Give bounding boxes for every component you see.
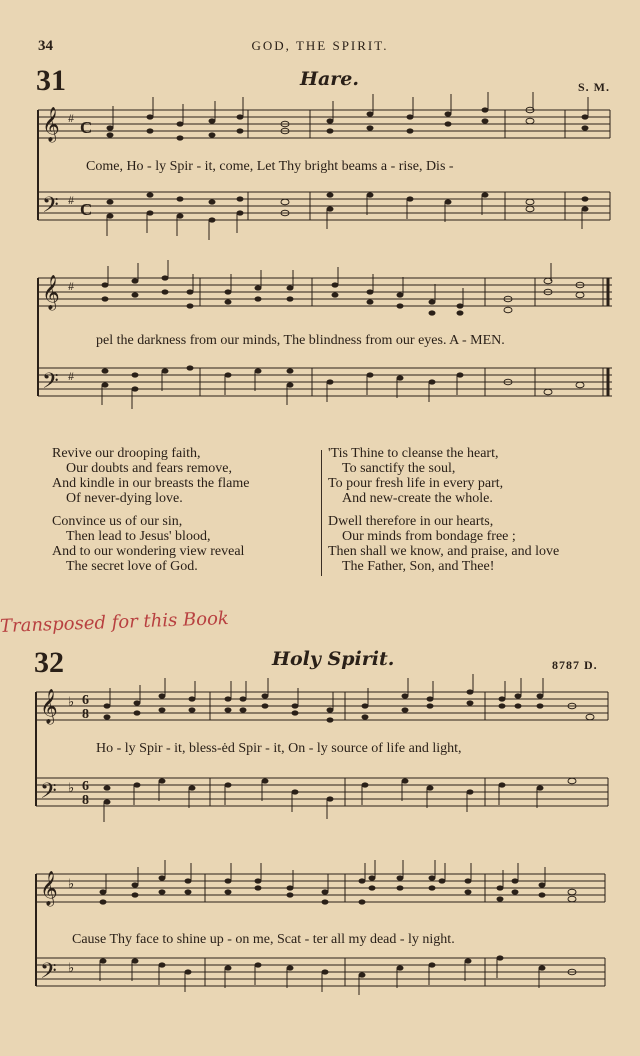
- svg-text:8: 8: [82, 707, 89, 722]
- svg-text:𝄢: 𝄢: [42, 369, 59, 399]
- page-header: [0, 38, 640, 60]
- hymn-32-tune-name: Holy Spirit.: [272, 648, 395, 670]
- running-title: GOD, THE SPIRIT.: [251, 38, 389, 53]
- page-number: 34: [38, 38, 53, 54]
- svg-text:𝄞: 𝄞: [40, 689, 58, 724]
- svg-text:C: C: [80, 118, 93, 137]
- verse-divider: [321, 450, 322, 576]
- hymn-32-number: 32: [34, 646, 64, 679]
- hymn-32-lyrics-line-2: Cause Thy face to shine up - on me, Scat - ter all my dead - ly night.: [72, 932, 455, 947]
- hymn-31-verses-right: [328, 446, 559, 582]
- verse-line: The secret love of God.: [66, 559, 198, 574]
- stanza: [52, 514, 250, 574]
- hymn-32-lyrics-line-1: Ho - ly Spir - it, bless-ėd Spir - it, On - ly source of life and light,: [96, 741, 462, 756]
- verse-line: Of never-dying love.: [66, 491, 183, 506]
- svg-text:8: 8: [82, 793, 89, 808]
- svg-text:♭: ♭: [68, 960, 75, 975]
- hymn-31-number: 31: [36, 64, 66, 97]
- verse-line: And new-create the whole.: [342, 491, 493, 506]
- verse-line: The Father, Son, and Thee!: [342, 559, 495, 574]
- verse-line: Our doubts and fears remove,: [66, 461, 233, 476]
- svg-text:6: 6: [82, 779, 89, 794]
- hymn-31-meter: S. M.: [578, 80, 610, 94]
- verse-line: Convince us of our sin,: [52, 514, 183, 529]
- hymn-31-tune-name: Hare.: [300, 68, 359, 90]
- hymn-31-lyrics-line-1: Come, Ho - ly Spir - it, come, Let Thy bright beams a - rise, Dis -: [86, 159, 454, 174]
- svg-text:♭: ♭: [68, 780, 75, 795]
- svg-text:𝄞: 𝄞: [42, 107, 60, 142]
- verse-line: Our minds from bondage free ;: [342, 529, 516, 544]
- handwritten-annotation: Transposed for this Book: [0, 608, 230, 637]
- stanza: [328, 514, 559, 574]
- svg-text:𝄢: 𝄢: [40, 779, 57, 809]
- svg-text:#: #: [68, 279, 74, 293]
- svg-text:#: #: [68, 111, 74, 125]
- verse-line: Dwell therefore in our hearts,: [328, 514, 494, 529]
- verse-line: Revive our drooping faith,: [52, 446, 201, 461]
- verse-line: To sanctify the soul,: [342, 461, 456, 476]
- hymn-32-meter: 8787 D.: [552, 658, 598, 672]
- verse-line: Then lead to Jesus' blood,: [66, 529, 211, 544]
- stanza: [52, 446, 250, 506]
- svg-text:♭: ♭: [68, 876, 75, 891]
- verse-line: And to our wondering view reveal: [52, 544, 245, 559]
- svg-text:♭: ♭: [68, 694, 75, 709]
- svg-text:C: C: [80, 200, 93, 219]
- svg-text:#: #: [68, 369, 74, 383]
- svg-text:𝄢: 𝄢: [40, 959, 57, 989]
- svg-text:6: 6: [82, 693, 89, 708]
- verse-line: Then shall we know, and praise, and love: [328, 544, 560, 559]
- svg-text:𝄢: 𝄢: [42, 193, 59, 223]
- verse-line: To pour fresh life in every part,: [328, 476, 504, 491]
- verse-line: 'Tis Thine to cleanse the heart,: [328, 446, 499, 461]
- hymn-31-lyrics-line-2: pel the darkness from our minds, The blindness from our eyes. A - MEN.: [96, 333, 505, 348]
- svg-text:#: #: [68, 193, 74, 207]
- hymn-31-verses-left: [52, 446, 250, 582]
- svg-text:𝄞: 𝄞: [42, 275, 60, 310]
- svg-text:𝄞: 𝄞: [40, 871, 58, 906]
- stanza: [328, 446, 559, 506]
- verse-line: And kindle in our breasts the flame: [52, 476, 250, 491]
